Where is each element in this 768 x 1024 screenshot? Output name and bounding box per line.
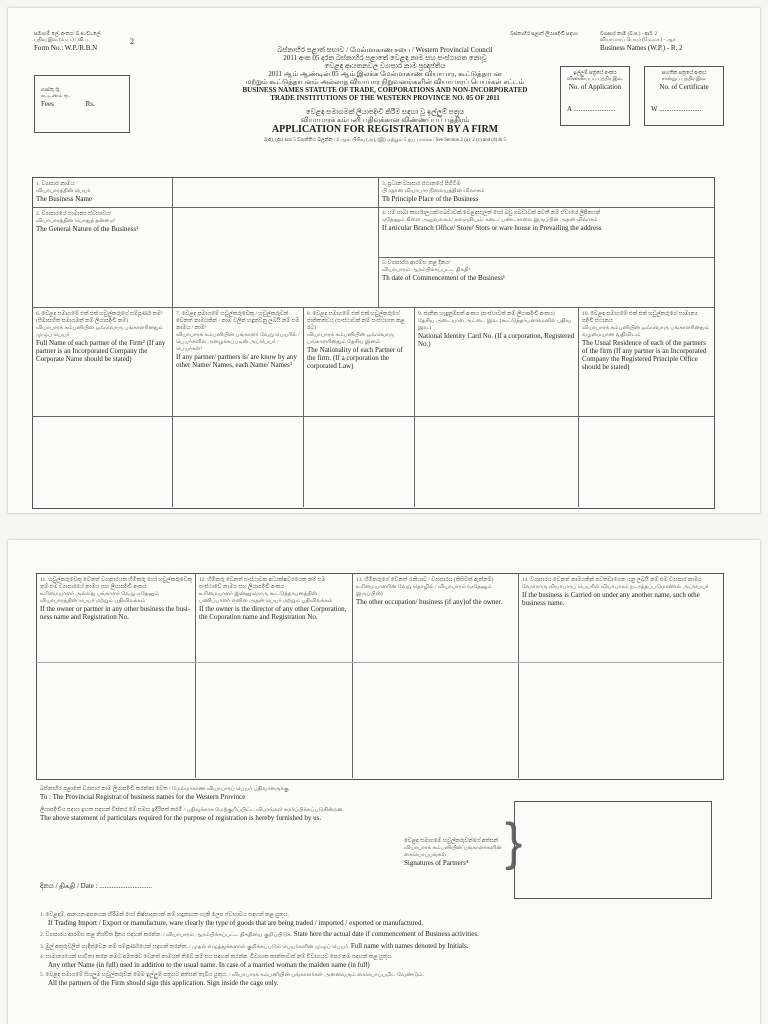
signature-box[interactable] [514,801,712,899]
fees-label: Fees [41,100,54,108]
field-2-nature-of-business: 2. ව්‍යාපාරයේ සාමාන්‍ය ස්වභාවය¹ வியாபாரத்தின் பொதுத் தன்மை¹ The General Nature of the Business¹ [36,211,139,233]
business-names-code: Business Names (W.P.) - R. 2 [600,44,683,52]
app-no-field[interactable]: A ........................ [567,105,616,113]
section-note: 2(අ), (ආ) සහ 5 වගන්තිය බලන්න / 2 ஆம் பிரிவு (அ), (இ) மற்றும் 5 ஐப் பார்க்க / See Section 2 (a), 2 (c) and (d) & 5 [263,138,507,143]
statement-sinhala: ලියාපදිංචිය සඳහා ඉහත සඳහන් විස්තර මේ සමඟ ඉදිරිපත් කරමි / பதிவுக்காக மேற்குறிப்பிட்ட விபரங்கள் சமர்ப்பிக்கப்படுகின்றன. [40,807,344,813]
fees-box[interactable] [34,75,130,133]
certificate-number-box[interactable] [644,66,724,126]
signature-brace-icon: } [505,813,523,871]
council-header [190,46,580,144]
field-5-commencement-date: 5. ව්‍යාපාරය ආරම්භ කළ දිනය¹ வியாபாரம் ஆரம்பிக்கப்பட்ட திகதி¹ Th date of Commencement of the Business¹ [382,260,506,282]
app-no-label: No. of Application [568,83,622,91]
fees-sinhala: ගාස්තු රු. [41,88,61,93]
field-8-nationality: 8. වෙළඳ සමාගමේ එක් එක් හවුල්කරුගේ ජාතිකත්වය (සංස්ථාවක් නම් සංස්ථාගත කළ රට) வியாபாரக் கம்பனியின் ஒவ்வொரு பங்காளரினதும் தேசிய இனம் The Nationality of each Partner of the firm. (If a corporation the corporated Law) [307,311,405,370]
application-title: APPLICATION FOR REGISTRATION BY A FIRM [271,124,499,135]
top-center-sinhala: බස්නාහිර පළාත් ලියාපදිංචි සඳහා [510,32,578,37]
field-6-partner-full-name: 6. වෙළඳ සමාගමේ එක් එක් හවුල්කරුගේ සම්පූර්ණ නම² (සීමාසහිත සමාගමක් නම් ලියාපදිංචි නම) வியாபாரக் கம்பனியின் ஒவ்வொரு பங்காளரினதும் முழுப் பெயர் Full Name of each partner of the Firm² (If any partner is an Incorporated Company the Corporate Name should be stated) [36,311,166,363]
field-14-other-business-name: 14. ව්‍යාපාරය වෙනත් නාමයකින් පවත්වාගෙන යනු ලබයි නම් එම ව්‍යාපාර නාමය வேறொரு வியாபாரப் பெயரில் வியாபாரம் நடாத்தப்படுமானால் அப்பெயர் If the business is Carried on under any another name, such othe business name. [522,577,709,607]
field-4-branch-office: 4. යම් ශාඛා කාර්යාලයක්/ගබඩාවක්/වෙළඳසැලක් හෝ බඩු ගබඩාවක් පවතී නම් ඒවායේ ලිපිනයන් ஏதேனும் கிளை அலுவலகம்/ களஞ்சியம்/ கடை/ பண்டசாலை இருப்பின் அதன் விலாசம் If articular Branch Office/ Store/ Stors or ware house in Prevailing the address [382,210,602,232]
council-line2: 2011 අංක 05 දරන බස්නාහිර පළාතේ වෙළඳ නාම සහ සංස්ථාගත නොවූ [283,54,487,62]
footnotes [40,912,730,987]
top-left-line1: සමාගම් ලේ. අංකය/ බ.ප./වා.ලේ. [34,32,102,37]
footnote-5: 5. වෙළඳ සමාගමේ සියලුම හවුල්කරුවන් මෙම ඉල්ලුම් පත්‍රයට අත්සන් තැබිය යුතුය. / வியாபாரக் கம்பனியின் பங்காளர்கள் அனைவரும் கையொப்பமிட வேண்டும். All the partners of the Firm should sign this application. Sign inside the cage only. [40,972,424,987]
field-1-business-name: 1. ව්‍යාපාර නාමය வியாபாரத்தின் பெயர் The Business Name [36,181,92,203]
council-line4: 2011 ஆம் ஆண்டின் 05 ஆம் இலக்க மேல்மாகாண வியாபார, கூட்டுத்தாபன [268,70,502,78]
field-2-input[interactable] [175,210,375,304]
field-10-usual-residence: 10. වෙළඳ සමාගමේ එක් එක් හවුල්කරුගේ සාමාන්‍ය පදිංචි ස්ථානය வியாபாரக் கம்பனியின் ஒவ்வொரு பங்காளரினதும் வழமையான வதிவிடம் The Usual Residence of each of the partners of the firm (If any partner is an Incorporated Company the Registered Principle Office should be stated) [582,311,710,371]
top-left-line2: பதிவு இல. (வ.ப.) / வி.ப. [34,38,90,43]
footnote-3: 3. මුල් අකුරුවලින් හැඳින්වෙන නම් සම්පූර්ණයෙන් සඳහන් කරන්න. / முதல் எழுத்துக்களால் குறிக்கப்படும் பெயர்களின் முழுப் பெயர். Full name with names denoted by Initials. [40,942,469,950]
app-no-sinhala: ඉල්ලුම් පත්‍රයේ අංකය [573,71,617,76]
top-right-line2: வியாபாரப் பெயர் (மே.மா.) - ஆர் [600,38,676,43]
application-tamil: வியாபாரக் கம்பனி பதிவுக்கான விண்ணப்பப் பத்திரம் [300,116,470,124]
council-line1: බස්නාහිර පළාත් සභාව / மேல்மாகாண சபை / Western Provincial Council [277,46,493,54]
cert-no-label: No. of Certificate [659,83,709,91]
fees-currency: Rs. [85,100,95,108]
field-3-principal-place: 3. ප්‍රධාන ව්‍යාපාර ස්ථානයේ පිහිටීම பி ரதான வியாபார நிலையத்தின் விலாசம் Th Principle Place of the Business [382,181,485,203]
cert-no-sinhala: සහතික පත්‍රයේ අංකය [661,71,707,76]
form-number: Form No.: W.P./R.B.N [34,44,98,52]
registrar-block [40,786,520,822]
application-sinhala: වෙළඳ සමාගමක් ලියාපදිංචි කිරීම සඳහා වූ ඉල්ලුම් පත්‍රය [305,108,465,116]
app-no-tamil: விண்ணப்பப் பத்திர இல. [567,77,623,82]
footnote-4: 4. සාමාන්‍යයෙන් භාවිතා කරන නමට අමතරව වෙනත් නාමයක් තිබේ නම් එය සඳහන් කරන්න. විවාහක කාන්තාවක් නම් විවාහයට පෙර නම සඳහන් කළ යුතුය. Any other Name (in full) used in addition to the usual name. In case of a married woman the maiden name (in full) [40,954,393,969]
registrar-sinhala: බස්නාහිර පළාතේ ව්‍යාපාර නාම ලියාපදිංචි කරන්නා වෙත / மேல்மாகாண வியாபாரப் பெயர் பதிவாளருக்கு [40,786,289,792]
field-7-other-names: 7. වෙළඳ සමාගමේ හවුල්කරුවෙකු / හවුල්කරුවන් වෙනත් නාමයකින් / නාම වලින් හඳුන්වනු ලබයි නම් එම නාමය / නාම³ வியாபாரக் கம்பனியின் பங்காளர் வேறு பெயரில் / பெயர்களில் அழைக்கப்படின் அப்பெயர் / பெயர்கள்³ If any partner/ partners is/ are know by any other Name/ Names, each Name/ Names³ [176,311,300,369]
field-9-nic-number: 9. ජාතික හැඳුනුම්පත් අංකය (සංස්ථාවක් නම් ලියාපදිංචි අංකය) தேசிய அடையாள அட்டை இல. (கூட்டுத்தாபனமெனில் பதிவு இல.) National Identity Card No. (If a corporation, Registered No.) [418,311,575,348]
footnote-2: 2. ව්‍යාපාරය ආරම්භ කළ නිශ්චිත දිනය සඳහන් කරන්න. / வியாபாரம் ஆரம்பிக்கப்பட்ட திகதியை குறிப்பிடுக. State here the actual date if commencement of Business activities. [40,930,479,938]
top-right-header [600,32,740,52]
cert-no-tamil: சான்றுப் பத்திர இல. [661,77,707,82]
statute-title-line2: TRADE INSTITUTIONS OF THE WESTERN PROVINCE NO. 05 OF 2011 [270,94,500,102]
field-13-other-occupation: 13. හිමිකරුගේ වෙනත් රැකියාව / ව්‍යාපාරය (කිසිවක් ඇත්නම්) உரிமையாளரின் வேறு தொழில் / வியாபாரம் (ஏதேனும் இருப்பின்) The other occupation/ business (if any)of the owner. [356,577,503,606]
council-line5: மற்றும் கூட்டுத்தாபனம் அல்லாத வியாபார நிறுவனங்களின் வியாபாரப் பெயர்கள் சட்டம் [245,78,525,86]
application-number-box[interactable] [560,66,630,126]
registrar-address: To : The Provincial Registrar of business names for the Western Province [40,793,246,801]
statement-text: The above statement of particulars required for the purpose of registration is hereby furnished by us. [40,814,322,822]
footnote-1: 1. වෙළඳාම්, ආනයන/අපනයන හිරීමක් හෝ නිෂ්පාදනයක් නම් හඳුනාගත හැකි ලෙස ස්වභාවය සඳහන් කළ යුතුය. If Trading Import / Export or manufacture, ware clearly the type of goods that are being traded / imported / exported or manufactured. [40,912,424,927]
field-11-other-business: 11. හවුල්කරුවෙකු වෙනත් ව්‍යාපාරයක හිමිකරු හෝ හවුල්කරුවෙකු නම් එම ව්‍යාපාරයේ නාමය සහ ලියාපදිංචි අංකය உரிமையாளர் அல்லது பங்காளர் வேறு ஏதேனும் வியாபாரத்தின் பெயர் மற்றும் பதிவிலக்கம் If the owner or partner in any other business the busi-ness name and Registration No. [40,577,192,621]
field-1-input[interactable] [175,180,375,206]
statute-title-line1: BUSINESS NAMES STATUTE OF TRADE, CORPORATIONS AND NON-INCORPORATED [242,86,528,94]
signature-labels: වෙළඳ සමාගමේ හවුල්කරුවන්ගේ අත්සන් வியாபாரக் கம்பனியின் பங்காளர்களின் கையொப்பங்கள் Signatures of Partners⁴ [404,838,502,867]
council-line3: වෙළඳ ආයතනවල ව්‍යාපාර නාම ප්‍රඥප්තිය [324,62,446,70]
bracket-number: 2 [130,37,134,46]
field-12-director-corporation: 12. හිමිකරු වෙනත් සංස්ථාවක අධ්‍යක්ෂවරයෙකු නම් එම සංස්ථාවේ නාමය සහ ලියාපදිංචි අංකය உரிமையாளர் இன்னுமொரு கூட்டுத்தாபனத்தின் பணிப்பாளர் எனின் அதன் பெயர் மற்றும் பதிவிலக்கம் If the owner is the director of any other Corporation, the Coporation name and Registration No. [199,577,347,621]
top-left-header [34,32,144,52]
fees-tamil: கட்டணம் ரூ. [41,94,70,99]
cert-no-field[interactable]: W ........................ [651,105,702,113]
date-field[interactable]: දිනය / திகதி / Date : .............................. [40,882,152,890]
top-right-line1: ව්‍යාපාර නාම (බ.ප.) - ආර්. 2 [600,32,658,37]
